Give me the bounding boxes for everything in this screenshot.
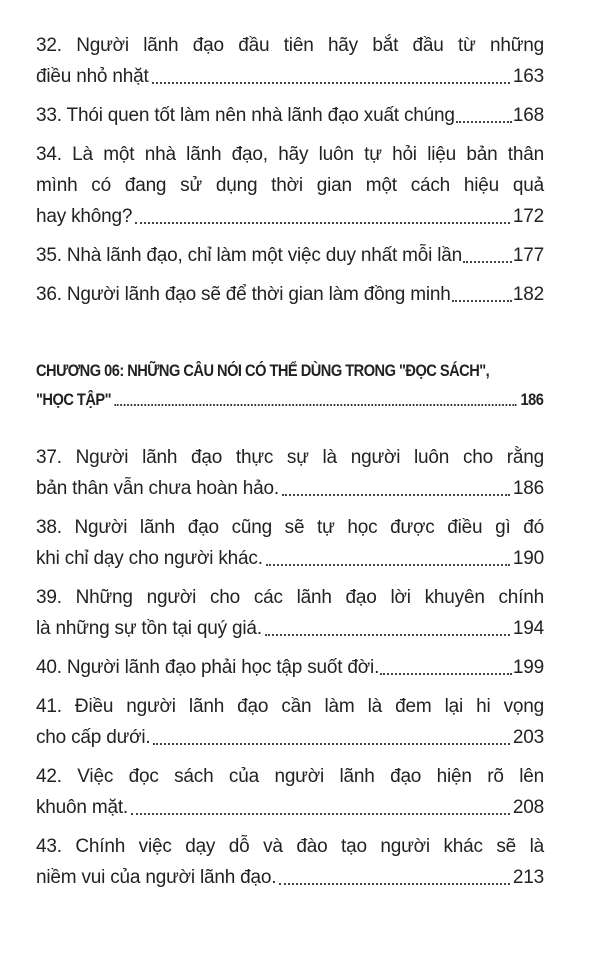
toc-entry-text: 38. Người lãnh đạo cũng sẽ tự học được điều gì đó [36,517,544,538]
page-number: 186 [512,478,544,499]
page-number: 190 [512,548,544,569]
dot-leader [152,81,510,84]
toc-entry-text: 40. Người lãnh đạo phải học tập suốt đời. [36,657,380,678]
toc-entry-text: 36. Người lãnh đạo sẽ để thời gian làm đồng minh [36,284,451,305]
toc-entry-40 [36,652,544,683]
toc-entry-text: 34. Là một nhà lãnh đạo, hãy luôn tự hỏi liệu bản thân [36,144,544,165]
dot-leader [463,260,512,263]
toc-entry-text: 41. Điều người lãnh đạo cần làm là đem lại hi vọng [36,696,544,717]
toc-entry-41 [36,691,544,753]
toc-entry-34 [36,139,544,232]
toc-entry-text: khuôn mặt. [36,797,128,818]
toc-entry-text: 37. Người lãnh đạo thực sự là người luôn cho rằng [36,447,544,468]
toc-entry-text: 35. Nhà lãnh đạo, chỉ làm một việc duy nhất mỗi lần [36,245,462,266]
toc-entry-37 [36,442,544,504]
dot-leader [380,672,512,675]
dot-leader [266,563,510,566]
toc-entry-text: cho cấp dưới. [36,727,151,748]
toc-entry-text: khi chỉ dạy cho người khác. [36,548,263,569]
dot-leader [456,120,512,123]
toc-entry-text: 39. Những người cho các lãnh đạo lời khuyên chính [36,587,544,608]
dot-leader [131,812,510,815]
chapter-title-cont: "HỌC TẬP" [36,390,112,409]
dot-leader [282,493,510,496]
dot-leader [452,299,512,302]
page-number: 203 [512,727,544,748]
toc-entry-text: 33. Thói quen tốt làm nên nhà lãnh đạo xuất chúng [36,105,455,126]
page-number: 186 [520,390,544,409]
page-number: 172 [512,206,544,227]
toc-entry-36 [36,279,544,310]
dot-leader [153,742,509,745]
toc-entry-text: là những sự tồn tại quý giá. [36,618,262,639]
toc-entry-text: mình có đang sử dụng thời gian một cách hiệu quả [36,175,544,196]
dot-leader [114,403,517,406]
toc-entry-text: 32. Người lãnh đạo đầu tiên hãy bắt đầu từ những [36,35,544,56]
page-number: 182 [512,284,544,305]
toc-entry-text: niềm vui của người lãnh đạo. [36,867,277,888]
toc-entry-35 [36,240,544,271]
toc-entry-text: 43. Chính việc dạy dỗ và đào tạo người khác sẽ là [36,836,544,857]
page-number: 194 [512,618,544,639]
toc-entry-43 [36,831,544,893]
toc-entry-33 [36,100,544,131]
toc-entry-text: bản thân vẫn chưa hoàn hảo. [36,478,279,499]
dot-leader [279,882,510,885]
toc-entry-text: hay không? [36,206,133,227]
chapter-title: CHƯƠNG 06: NHỮNG CÂU NÓI CÓ THỂ DÙNG TRONG "ĐỌC SÁCH", [36,361,490,380]
toc-entry-42 [36,761,544,823]
dot-leader [135,221,510,224]
toc-entry-text: điều nhỏ nhặt [36,66,149,87]
page-number: 163 [512,66,544,87]
chapter-heading [36,356,543,414]
toc-entry-32 [36,30,544,92]
page-number: 168 [512,105,544,126]
page-number: 213 [512,867,544,888]
table-of-contents [36,30,544,893]
toc-entry-38 [36,512,544,574]
page-number: 199 [512,657,544,678]
toc-entry-39 [36,582,544,644]
toc-entry-text: 42. Việc đọc sách của người lãnh đạo hiện rõ lên [36,766,544,787]
page-number: 208 [512,797,544,818]
dot-leader [265,633,510,636]
page-number: 177 [512,245,544,266]
